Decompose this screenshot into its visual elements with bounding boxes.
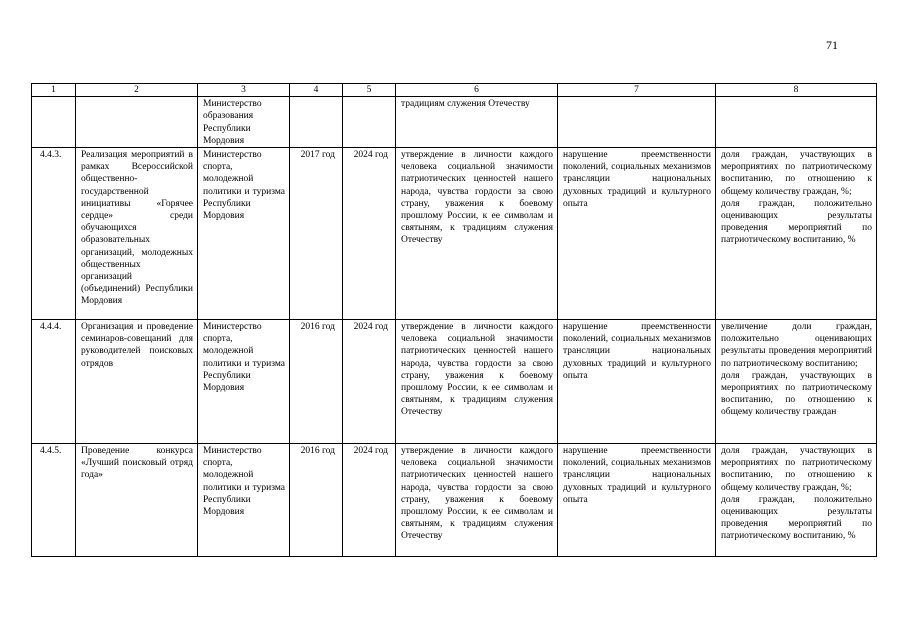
table-row [32, 148, 877, 320]
start-year-cell: 2016 год [290, 444, 343, 557]
column-header: 5 [343, 84, 396, 97]
risks-cell [558, 97, 716, 148]
row-number-cell: 4.4.4. [32, 320, 76, 444]
column-header: 4 [290, 84, 343, 97]
column-header: 6 [396, 84, 558, 97]
executor-cell: Министерство спорта, молодежной политики и туризма Республики Мордовия [198, 444, 290, 557]
indicators-cell [716, 97, 877, 148]
column-header: 8 [716, 84, 877, 97]
result-cell: утверждение в личности каждого человека социальной значимости патриотических ценностей нашего народа, чувства гордости за свою страну, уважения к боевому прошлому России, к ее символам и святыням, к традициям служения Отечеству [396, 148, 558, 320]
measure-name-cell: Организация и проведение семинаров-совещаний для руководителей поисковых отрядов [76, 320, 198, 444]
table-row [32, 444, 877, 557]
row-number-cell: 4.4.5. [32, 444, 76, 557]
executor-cell: Министерство образования Республики Мордовия [198, 97, 290, 148]
column-header: 2 [76, 84, 198, 97]
risks-cell: нарушение преемственности поколений, социальных механизмов трансляции национальных духовных традиций и культурного опыта [558, 148, 716, 320]
measure-name-cell: Проведение конкурса «Лучший поисковый отряд года» [76, 444, 198, 557]
indicators-cell: доля граждан, участвующих в мероприятиях по патриотическому воспитанию, по отношению к общему количеству граждан, %; доля граждан, положительно оценивающих результаты проведения мероприятий по патриотическому воспитанию, % [716, 444, 877, 557]
measures-table [31, 83, 877, 557]
column-header: 7 [558, 84, 716, 97]
column-header: 3 [198, 84, 290, 97]
column-header: 1 [32, 84, 76, 97]
end-year-cell: 2024 год [343, 320, 396, 444]
table-header-row [32, 84, 877, 97]
risks-cell: нарушение преемственности поколений, социальных механизмов трансляции национальных духовных традиций и культурного опыта [558, 320, 716, 444]
risks-cell: нарушение преемственности поколений, социальных механизмов трансляции национальных духовных традиций и культурного опыта [558, 444, 716, 557]
table-row-continuation [32, 97, 877, 148]
start-year-cell: 2016 год [290, 320, 343, 444]
end-year-cell [343, 97, 396, 148]
end-year-cell: 2024 год [343, 444, 396, 557]
indicators-cell: увеличение доли граждан, положительно оценивающих результаты проведения мероприятий по патриотическому воспитанию; доля граждан, участвующих в мероприятиях по патриотическому воспитанию, по отношению к общему количеству граждан [716, 320, 877, 444]
table-row [32, 320, 877, 444]
row-number-cell: 4.4.3. [32, 148, 76, 320]
row-number-cell [32, 97, 76, 148]
result-cell: утверждение в личности каждого человека социальной значимости патриотических ценностей нашего народа, чувства гордости за свою страну, уважения к боевому прошлому России, к ее символам и святыням, к традициям служения Отечеству [396, 320, 558, 444]
executor-cell: Министерство спорта, молодежной политики и туризма Республики Мордовия [198, 320, 290, 444]
measure-name-cell: Реализация мероприятий в рамках Всероссийской общественно-государственной инициативы «Горячее сердце» среди обучающихся образовательных организаций, молодежных общественных организаций (объединений) Республики Мордовия [76, 148, 198, 320]
result-cell: утверждение в личности каждого человека социальной значимости патриотических ценностей нашего народа, чувства гордости за свою страну, уважения к боевому прошлому России, к ее символам и святыням, к традициям служения Отечеству [396, 444, 558, 557]
executor-cell: Министерство спорта, молодежной политики и туризма Республики Мордовия [198, 148, 290, 320]
page-number: 71 [826, 38, 838, 52]
indicators-cell: доля граждан, участвующих в мероприятиях по патриотическому воспитанию, по отношению к общему количеству граждан, %; доля граждан, положительно оценивающих результаты проведения мероприятий по патриотическому воспитанию, % [716, 148, 877, 320]
result-cell: традициям служения Отечеству [396, 97, 558, 148]
end-year-cell: 2024 год [343, 148, 396, 320]
start-year-cell: 2017 год [290, 148, 343, 320]
start-year-cell [290, 97, 343, 148]
measure-name-cell [76, 97, 198, 148]
